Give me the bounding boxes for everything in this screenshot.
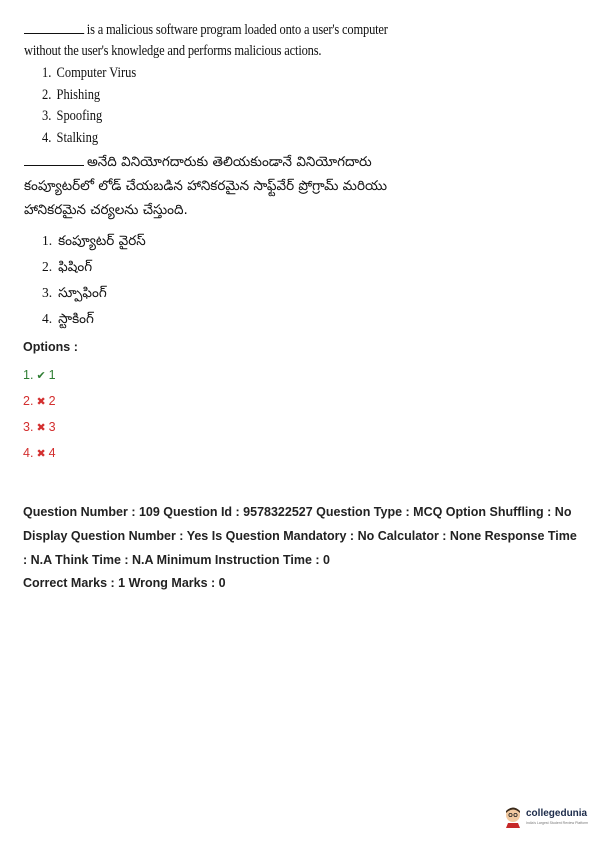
question-text-english [24, 20, 394, 62]
question-telugu-body: అనేది వినియోగదారుకు తెలియకుండానే వినియోగదారు కంప్యూటర్‌లో లోడ్ చేయబడిన హానికరమైన సాఫ్ట్‌వేర్ ప్రోగ్రామ్ మరియు హానికరమైన చర్యలను చేస్తుంది. [24, 154, 387, 218]
english-option: 1. Computer Virus [42, 65, 137, 81]
logo-tagline: India's Largest Student Review Platform [526, 821, 589, 825]
answer-blank-telugu [24, 153, 84, 166]
question-text-telugu [24, 150, 444, 222]
answer-blank [24, 21, 84, 34]
telugu-option: 1. కంప్యూటర్ వైరస్ [42, 233, 146, 249]
marks-info: Correct Marks : 1 Wrong Marks : 0 [23, 576, 226, 590]
answer-option-correct: 1. ✔ 1 [23, 368, 56, 382]
check-icon: ✔ [36, 370, 46, 382]
question-english-body: is a malicious software program loaded onto a user's computer without the user's knowledge and performs malicious actions. [24, 22, 388, 59]
cross-icon: ✖ [36, 396, 46, 408]
cross-icon: ✖ [36, 422, 46, 434]
answer-option-wrong: 4. ✖ 4 [23, 446, 56, 460]
answer-option-wrong: 3. ✖ 3 [23, 420, 56, 434]
english-option: 3. Spoofing [42, 108, 103, 124]
mascot-icon [503, 806, 523, 828]
telugu-option: 3. స్పూఫింగ్ [42, 285, 107, 301]
cross-icon: ✖ [36, 448, 46, 460]
options-heading: Options : [23, 340, 78, 354]
telugu-option: 4. స్టాకింగ్ [42, 311, 94, 327]
logo-name: collegedunia [526, 808, 588, 819]
question-metadata: Question Number : 109 Question Id : 9578322527 Question Type : MCQ Option Shuffling : No Display Question Number : Yes Is Question Mandatory : No Calculator : None Response Time : N.A Think Time : N.A Minimum Instruction Time : 0 [23, 505, 577, 567]
collegedunia-logo [503, 806, 593, 832]
telugu-options-list [42, 228, 146, 332]
telugu-option: 2. ఫిషింగ్ [42, 259, 93, 275]
answer-option-wrong: 2. ✖ 2 [23, 394, 56, 408]
english-option: 4. Stalking [42, 129, 99, 146]
english-option: 2. Phishing [42, 86, 101, 103]
english-options-list [42, 63, 136, 149]
